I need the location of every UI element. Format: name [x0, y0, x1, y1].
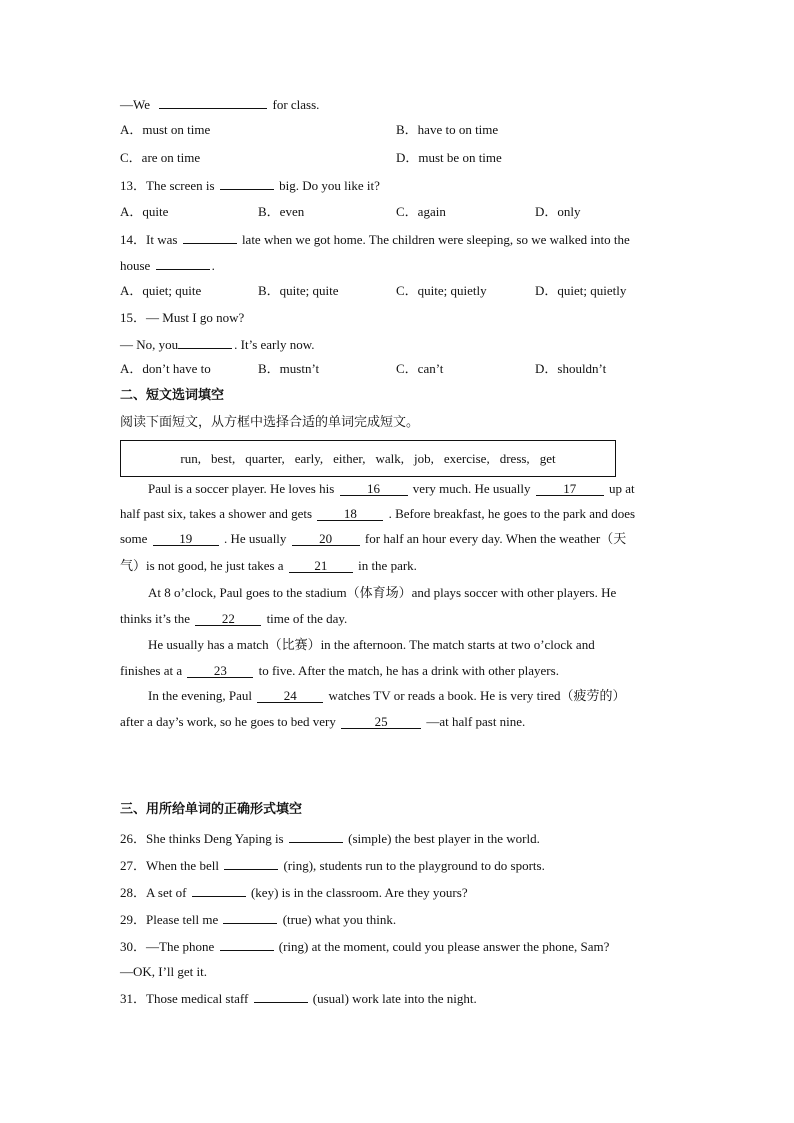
- q13-blank[interactable]: [220, 177, 274, 190]
- q30-stem: 30．—The phone (ring) at the moment, could you please answer the phone, Sam?: [120, 939, 610, 954]
- blank-18[interactable]: 18: [317, 507, 383, 521]
- q30-blank[interactable]: [220, 938, 274, 951]
- q12-option-a[interactable]: A．must on time: [120, 122, 211, 137]
- q31-blank[interactable]: [254, 990, 308, 1003]
- q15-stem: 15．— Must I go now?: [120, 310, 245, 325]
- q14-blank-1[interactable]: [183, 231, 237, 244]
- q13-stem: 13．The screen is big. Do you like it?: [120, 178, 380, 193]
- q12-option-c[interactable]: C．are on time: [120, 150, 201, 165]
- q15-blank[interactable]: [178, 336, 232, 349]
- passage-line: In the evening, Paul 24 watches TV or reads a book. He is very tired（疲劳的）: [148, 688, 626, 703]
- word-bank-item: either,: [333, 450, 366, 466]
- word-bank-item: dress,: [499, 450, 530, 466]
- q12-option-d[interactable]: D．must be on time: [396, 150, 502, 165]
- q13-option-d[interactable]: D．only: [535, 204, 581, 219]
- q15-option-c[interactable]: C．can’t: [396, 361, 444, 376]
- q14-stem-cont: house .: [120, 258, 215, 273]
- q13-option-b[interactable]: B．even: [258, 204, 305, 219]
- q14-option-a[interactable]: A．quiet; quite: [120, 283, 202, 298]
- q28-blank[interactable]: [192, 884, 246, 897]
- blank-19[interactable]: 19: [153, 532, 219, 546]
- passage-line: Paul is a soccer player. He loves his 16 very much. He usually 17 up at: [148, 481, 635, 496]
- q15-option-b[interactable]: B．mustn’t: [258, 361, 320, 376]
- blank-25[interactable]: 25: [341, 715, 421, 729]
- q15-stem-cont: — No, you . It’s early now.: [120, 337, 315, 352]
- blank-23[interactable]: 23: [187, 664, 253, 678]
- section2-title: 二、短文选词填空: [120, 388, 225, 403]
- q26-blank[interactable]: [289, 830, 343, 843]
- passage-line: 气）is not good, he just takes a 21 in the park.: [120, 558, 417, 573]
- passage-line: some 19 . He usually 20 for half an hour every day. When the weather（天: [120, 531, 627, 546]
- passage-line: He usually has a match（比赛）in the afternoon. The match starts at two o’clock and: [148, 637, 595, 652]
- blank-20[interactable]: 20: [292, 532, 360, 546]
- word-bank-item: job,: [414, 450, 434, 466]
- q27-blank[interactable]: [224, 857, 278, 870]
- word-bank-item: quarter,: [245, 450, 285, 466]
- section3-title: 三、用所给单词的正确形式填空: [120, 802, 303, 817]
- word-bank-item: best,: [211, 450, 236, 466]
- word-bank-item: get: [539, 450, 556, 466]
- word-bank-item: exercise,: [443, 450, 490, 466]
- q14-blank-2[interactable]: [156, 257, 210, 270]
- word-bank-item: early,: [294, 450, 324, 466]
- q14-option-d[interactable]: D．quiet; quietly: [535, 283, 627, 298]
- q13-option-c[interactable]: C．again: [396, 204, 446, 219]
- blank-22[interactable]: 22: [195, 612, 261, 626]
- q28-stem: 28．A set of (key) is in the classroom. Are they yours?: [120, 885, 468, 900]
- passage-line: At 8 o’clock, Paul goes to the stadium（体育场）and plays soccer with other players. He: [148, 585, 617, 600]
- blank-21[interactable]: 21: [289, 559, 353, 573]
- blank-17[interactable]: 17: [536, 482, 604, 496]
- word-bank-item: walk,: [375, 450, 404, 466]
- q12-option-b[interactable]: B．have to on time: [396, 122, 499, 137]
- q15-option-d[interactable]: D．shouldn’t: [535, 361, 607, 376]
- blank-16[interactable]: 16: [340, 482, 408, 496]
- q15-option-a[interactable]: A．don’t have to: [120, 361, 211, 376]
- q12-blank[interactable]: [159, 96, 267, 109]
- word-bank-item: run,: [180, 450, 201, 466]
- q14-stem: 14．It was late when we got home. The children were sleeping, so we walked into the: [120, 232, 630, 247]
- q31-stem: 31．Those medical staff (usual) work late into the night.: [120, 991, 477, 1006]
- q30-reply: —OK, I’ll get it.: [120, 964, 208, 979]
- q29-stem: 29．Please tell me (true) what you think.: [120, 912, 397, 927]
- q26-stem: 26．She thinks Deng Yaping is (simple) the best player in the world.: [120, 831, 540, 846]
- blank-24[interactable]: 24: [257, 689, 323, 703]
- word-bank-box: [120, 440, 616, 477]
- q14-option-b[interactable]: B．quite; quite: [258, 283, 339, 298]
- q27-stem: 27．When the bell (ring), students run to the playground to do sports.: [120, 858, 545, 873]
- q29-blank[interactable]: [223, 911, 277, 924]
- passage-line: half past six, takes a shower and gets 18 . Before breakfast, he goes to the park and does: [120, 506, 636, 521]
- q12-stem: —We for class.: [120, 97, 320, 112]
- passage-line: after a day’s work, so he goes to bed very 25 —at half past nine.: [120, 714, 526, 729]
- q14-option-c[interactable]: C．quite; quietly: [396, 283, 487, 298]
- passage-line: thinks it’s the 22 time of the day.: [120, 611, 348, 626]
- q13-option-a[interactable]: A．quite: [120, 204, 169, 219]
- section2-instruction: 阅读下面短文，从方框中选择合适的单词完成短文。: [120, 415, 420, 430]
- passage-line: finishes at a 23 to five. After the match, he has a drink with other players.: [120, 663, 559, 678]
